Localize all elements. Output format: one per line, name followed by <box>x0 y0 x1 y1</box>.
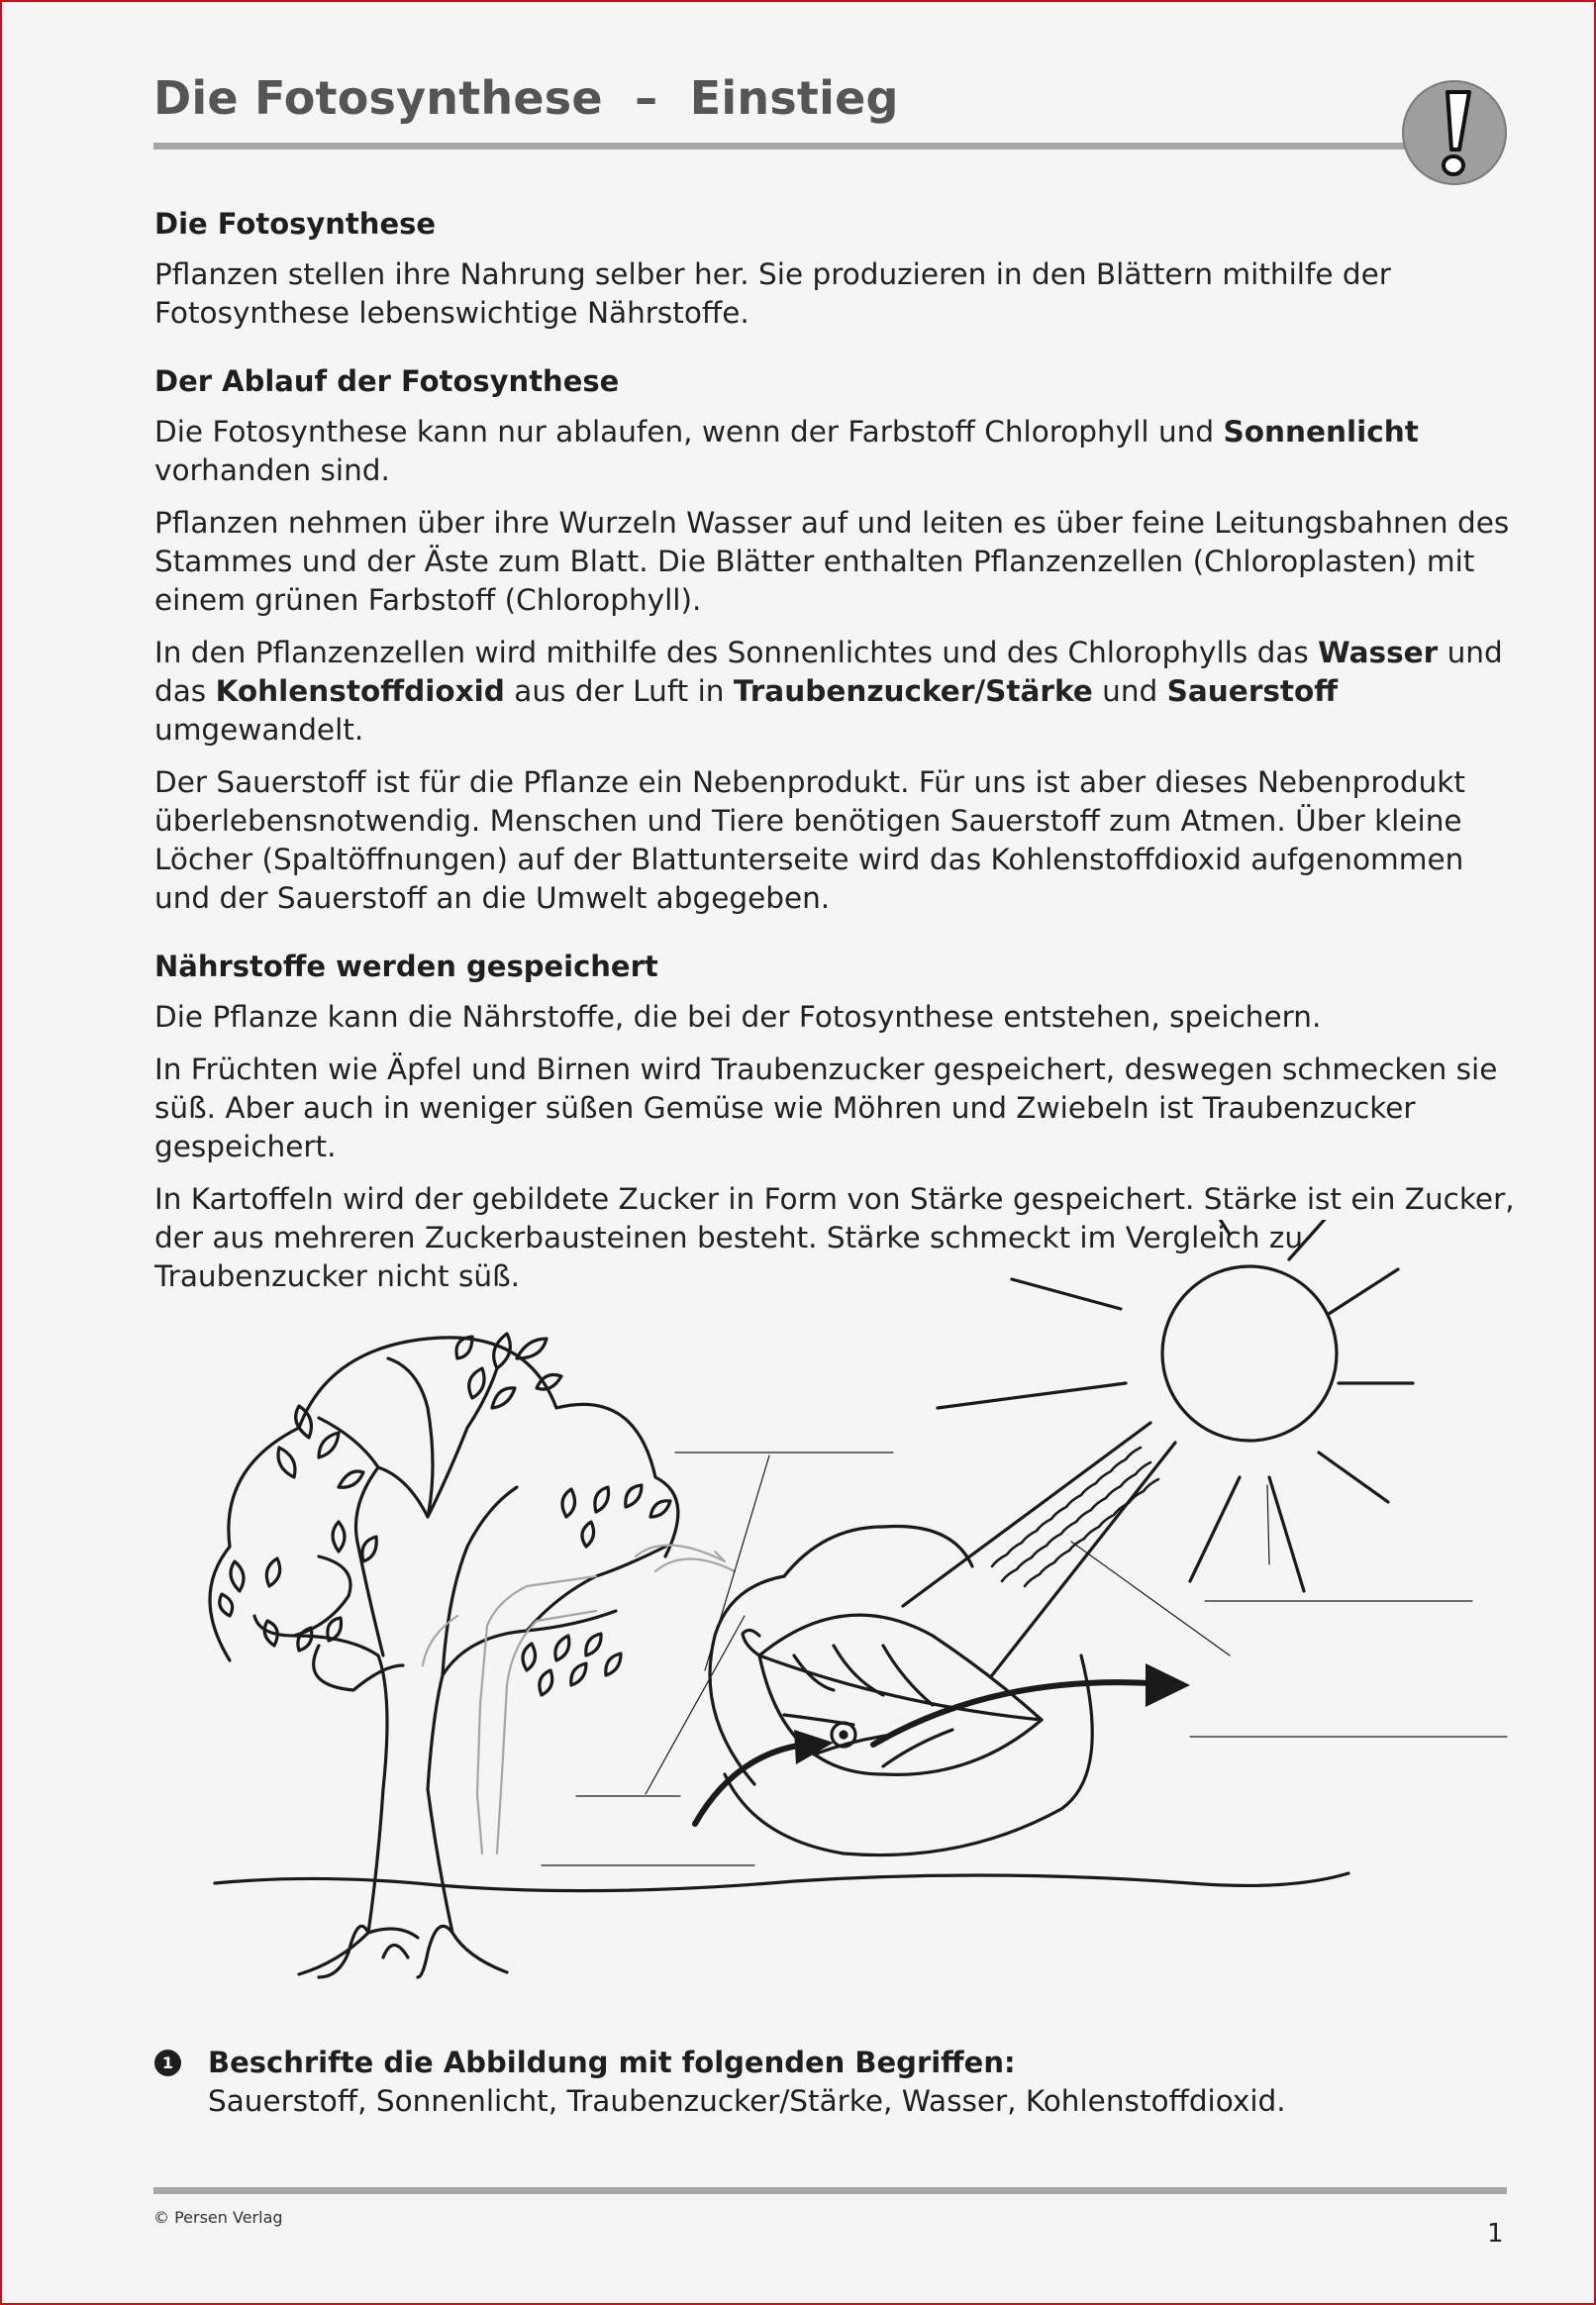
paragraph <box>154 413 1521 490</box>
section-heading: Die Fotosynthese <box>154 207 437 241</box>
bold-term: Sonnenlicht <box>1223 415 1419 449</box>
text-run: In Kartoffeln wird der gebildete Zucker in Form von Stärke gespeichert. Stärke ist ein Zucker, der aus mehreren Zuckerbausteinen besteht. Stärke schmeckt im Vergleich zu Traubenzucker nicht süß. <box>154 1182 1515 1293</box>
text-run: Die Pflanze kann die Nährstoffe, die bei der Fotosynthese entstehen, speichern. <box>154 1000 1322 1034</box>
paragraph <box>154 504 1521 620</box>
footer-divider <box>153 2187 1507 2194</box>
paragraph <box>154 1051 1521 1166</box>
text-run: Pflanzen nehmen über ihre Wurzeln Wasser auf und leiten es über feine Leitungsbahnen des Stammes und der Äste zum Blatt. Die Blätter enthalten Pflanzenzellen (Chloroplasten) mit einem grünen Farbstoff (Chlorophyll). <box>154 506 1510 617</box>
photosynthesis-illustration <box>200 1220 1517 1987</box>
text-run: In Früchten wie Äpfel und Birnen wird Traubenzucker gespeichert, deswegen schmecken sie süß. Aber auch in weniger süßen Gemüse wie Möhren und Zwiebeln ist Traubenzucker gespeichert. <box>154 1052 1498 1163</box>
paragraph <box>154 634 1521 750</box>
text-run: umgewandelt. <box>154 713 364 747</box>
paragraph <box>154 998 1521 1037</box>
text-run: vorhanden sind. <box>154 453 390 487</box>
tree-illustration <box>210 1334 1348 1977</box>
text-run: Der Sauerstoff ist für die Pflanze ein Nebenprodukt. Für uns ist aber dieses Nebenprodukt überlebensnotwendig. Menschen und Tiere benötigen Sauerstoff zum Atmen. Über kleine Löcher (Spaltöffnungen) auf der Blattunterseite wird das Kohlenstoffdioxid aufgenommen und der Sauerstoff an die Umwelt abgegeben. <box>154 765 1465 915</box>
paragraph <box>154 763 1521 918</box>
text-run: und <box>1092 674 1167 708</box>
task-terms: Sauerstoff, Sonnenlicht, Traubenzucker/Stärke, Wasser, Kohlenstoffdioxid. <box>208 2084 1286 2118</box>
section-heading: Nährstoffe werden gespeichert <box>154 950 658 983</box>
section-heading: Der Ablauf der Fotosynthese <box>154 364 620 398</box>
text-run: Pflanzen stellen ihre Nahrung selber her. Sie produzieren in den Blättern mithilfe der Fotosynthese lebenswichtige Nährstoffe. <box>154 257 1391 330</box>
text-run: aus der Luft in <box>504 674 734 708</box>
task-title: Beschrifte die Abbildung mit folgenden Begriffen: <box>208 2046 1016 2079</box>
text-run: In den Pflanzenzellen wird mithilfe des Sonnenlichtes und des Chlorophylls das <box>154 636 1319 669</box>
bold-term: Sauerstoff <box>1166 674 1339 708</box>
page-number: 1 <box>1487 2219 1504 2249</box>
task-number-badge: 1 <box>154 2050 181 2076</box>
copyright-notice: © Persen Verlag <box>153 2208 283 2227</box>
flow-arrows <box>423 1546 735 1854</box>
sun-illustration <box>903 1220 1413 1675</box>
text-run: und das <box>154 636 1503 708</box>
title-bar <box>153 63 1406 150</box>
page-title: Die Fotosynthese – Einstieg <box>153 71 899 125</box>
paragraph <box>154 255 1521 333</box>
bold-term: Kohlenstoffdioxid <box>215 674 505 708</box>
text-run: Die Fotosynthese kann nur ablaufen, wenn der Farbstoff Chlorophyll und <box>154 415 1224 449</box>
bold-term: Traubenzucker/Stärke <box>733 674 1093 708</box>
exclamation-icon <box>1400 78 1509 187</box>
bold-term: Wasser <box>1318 636 1439 669</box>
task-instruction <box>154 2044 1521 2121</box>
text-content <box>154 205 1521 1296</box>
